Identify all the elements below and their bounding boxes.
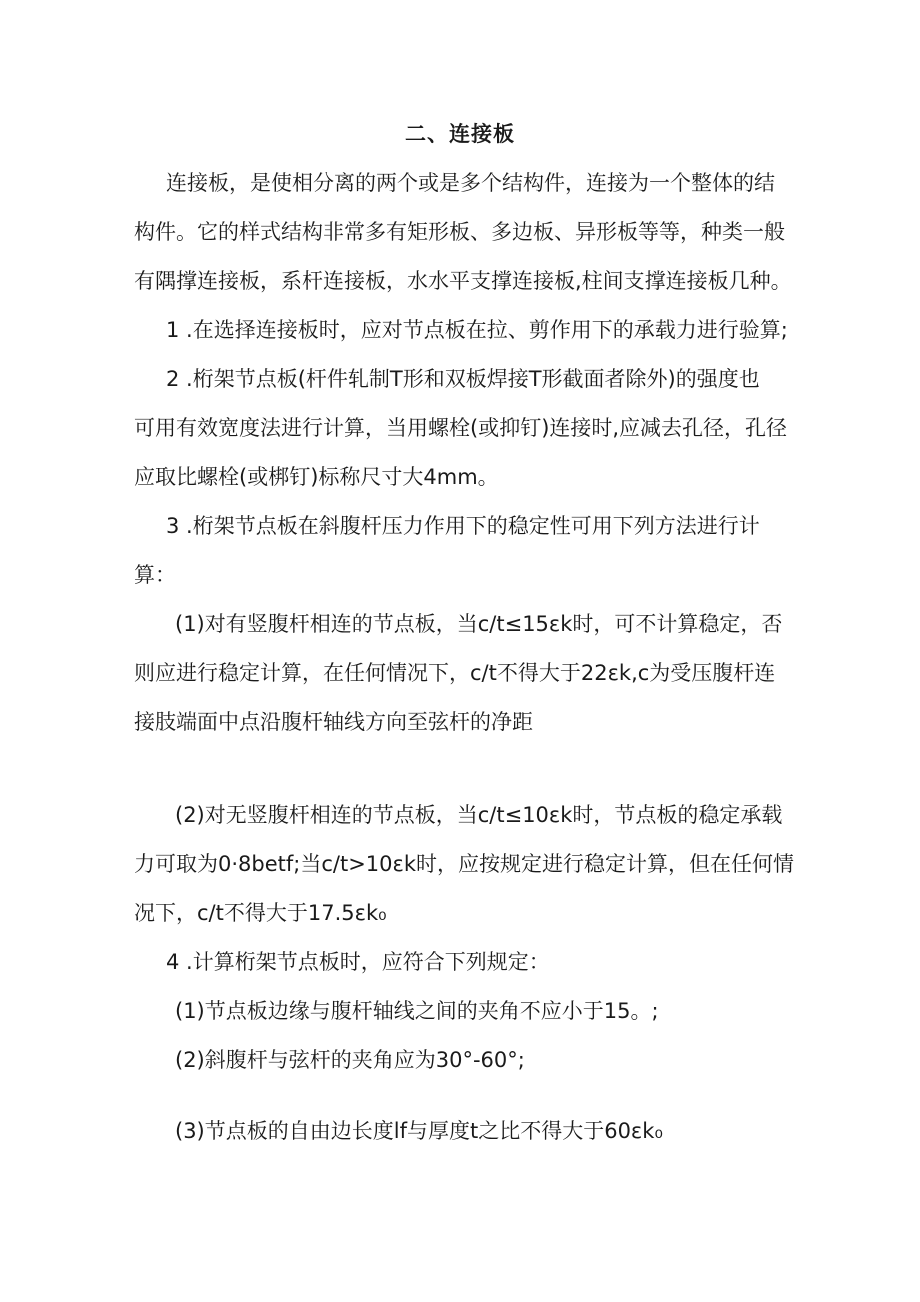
item-3-sub-2-line-3: 况下，c/t不得大于17.5εk₀ bbox=[134, 901, 387, 925]
item-4-sub-2: (2)斜腹杆与弦杆的夹角应为30°-60°; bbox=[175, 1048, 525, 1072]
item-4: 4 .计算桁架节点板时，应符合下列规定： bbox=[166, 950, 550, 974]
intro-line-3: 有隅撑连接板，系杆连接板，水水平支撑连接板,柱间支撑连接板几种。 bbox=[134, 269, 792, 293]
intro-line-1: 连接板，是使相分离的两个或是多个结构件，连接为一个整体的结 bbox=[166, 171, 775, 195]
item-3-sub-1-line-3: 接肢端面中点沿腹杆轴线方向至弦杆的净距 bbox=[134, 710, 533, 734]
item-2-line-2: 可用有效宽度法进行计算，当用螺栓(或抑钉)连接时,应减去孔径，孔径 bbox=[134, 416, 788, 440]
item-4-sub-1: (1)节点板边缘与腹杆轴线之间的夹角不应小于15。; bbox=[175, 999, 659, 1023]
section-title: 二、连接板 bbox=[405, 122, 515, 146]
item-3-line-1: 3 .桁架节点板在斜腹杆压力作用下的稳定性可用下列方法进行计 bbox=[166, 514, 760, 538]
item-1: 1 .在选择连接板时，应对节点板在拉、剪作用下的承载力进行验算; bbox=[166, 318, 788, 342]
item-2-line-3: 应取比螺栓(或梆钉)标称尺寸大4mm。 bbox=[134, 465, 499, 489]
item-3-line-2: 算： bbox=[134, 563, 176, 587]
item-2-line-1: 2 .桁架节点板(杆件轧制T形和双板焊接T形截面者除外)的强度也 bbox=[166, 367, 760, 391]
item-4-sub-3: (3)节点板的自由边长度lf与厚度t之比不得大于60εk₀ bbox=[175, 1119, 663, 1143]
item-3-sub-2-line-2: 力可取为0·8betf;当c/t>10εk时，应按规定进行稳定计算，但在任何情 bbox=[134, 852, 795, 876]
item-3-sub-1-line-1: (1)对有竖腹杆相连的节点板，当c/t≤15εk时，可不计算稳定，否 bbox=[175, 612, 783, 636]
intro-line-2: 构件。它的样式结构非常多有矩形板、多边板、异形板等等，种类一般 bbox=[134, 220, 785, 244]
item-3-sub-1-line-2: 则应进行稳定计算，在任何情况下，c/t不得大于22εk,c为受压腹杆连 bbox=[134, 661, 776, 685]
item-3-sub-2-line-1: (2)对无竖腹杆相连的节点板，当c/t≤10εk时，节点板的稳定承载 bbox=[175, 803, 783, 827]
